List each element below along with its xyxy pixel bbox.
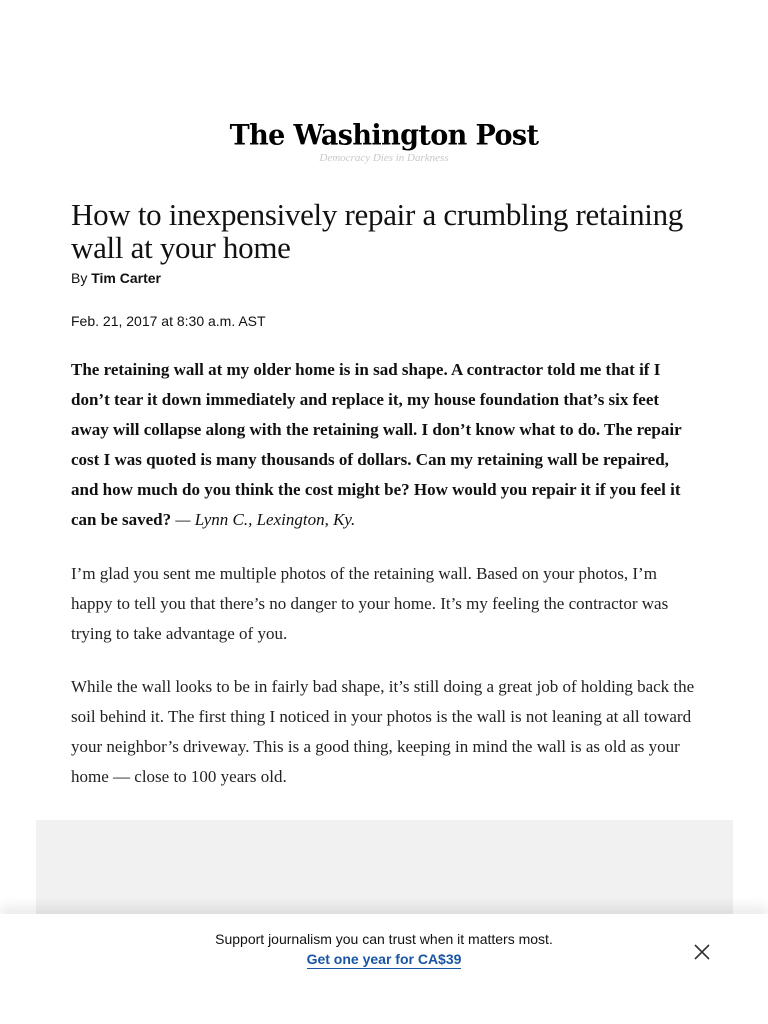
masthead	[0, 116, 768, 164]
question-signoff: — Lynn C., Lexington, Ky.	[175, 510, 356, 529]
article-paragraph: I’m glad you sent me multiple photos of the retaining wall. Based on your photos, I’m happy to tell you that there’s no danger to your home. It’s my feeling the contractor was trying to take advantage of you.	[71, 564, 669, 643]
subscription-banner	[0, 914, 768, 1024]
banner-close-button[interactable]	[692, 942, 712, 962]
site-logo[interactable]: The Washington Post	[229, 119, 539, 152]
close-icon	[692, 942, 712, 962]
author-link[interactable]: Tim Carter	[91, 270, 162, 286]
publish-date: Feb. 21, 2017 at 8:30 a.m. AST	[71, 313, 266, 329]
banner-message: Support journalism you can trust when it matters most.	[215, 931, 553, 947]
byline	[71, 270, 161, 286]
article-headline: How to inexpensively repair a crumbling retaining wall at your home	[71, 197, 684, 265]
ad-placeholder	[36, 820, 733, 920]
article-paragraph: While the wall looks to be in fairly bad shape, it’s still doing a great job of holding back the soil behind it. The first thing I noticed in your photos is the wall is not leaning at all toward your neighbor’s driveway. This is a good thing, keeping in mind the wall is as old as your home — close to 100 years old.	[71, 677, 695, 786]
reader-question	[71, 355, 697, 535]
subscribe-offer	[0, 951, 768, 967]
question-text: The retaining wall at my older home is in sad shape. A contractor told me that if I don’t tear it down immediately and replace it, my house foundation that’s six feet away will collapse along with the retaining wall. I don’t know what to do. The repair cost I was quoted is many thousands of dollars. Can my retaining wall be repaired, and how much do you think the cost might be? How would you repair it if you feel it can be saved?	[71, 360, 682, 529]
site-tagline: Democracy Dies in Darkness	[319, 152, 449, 164]
subscribe-link[interactable]: Get one year for CA$39	[306, 951, 462, 967]
byline-prefix: By	[71, 270, 88, 286]
